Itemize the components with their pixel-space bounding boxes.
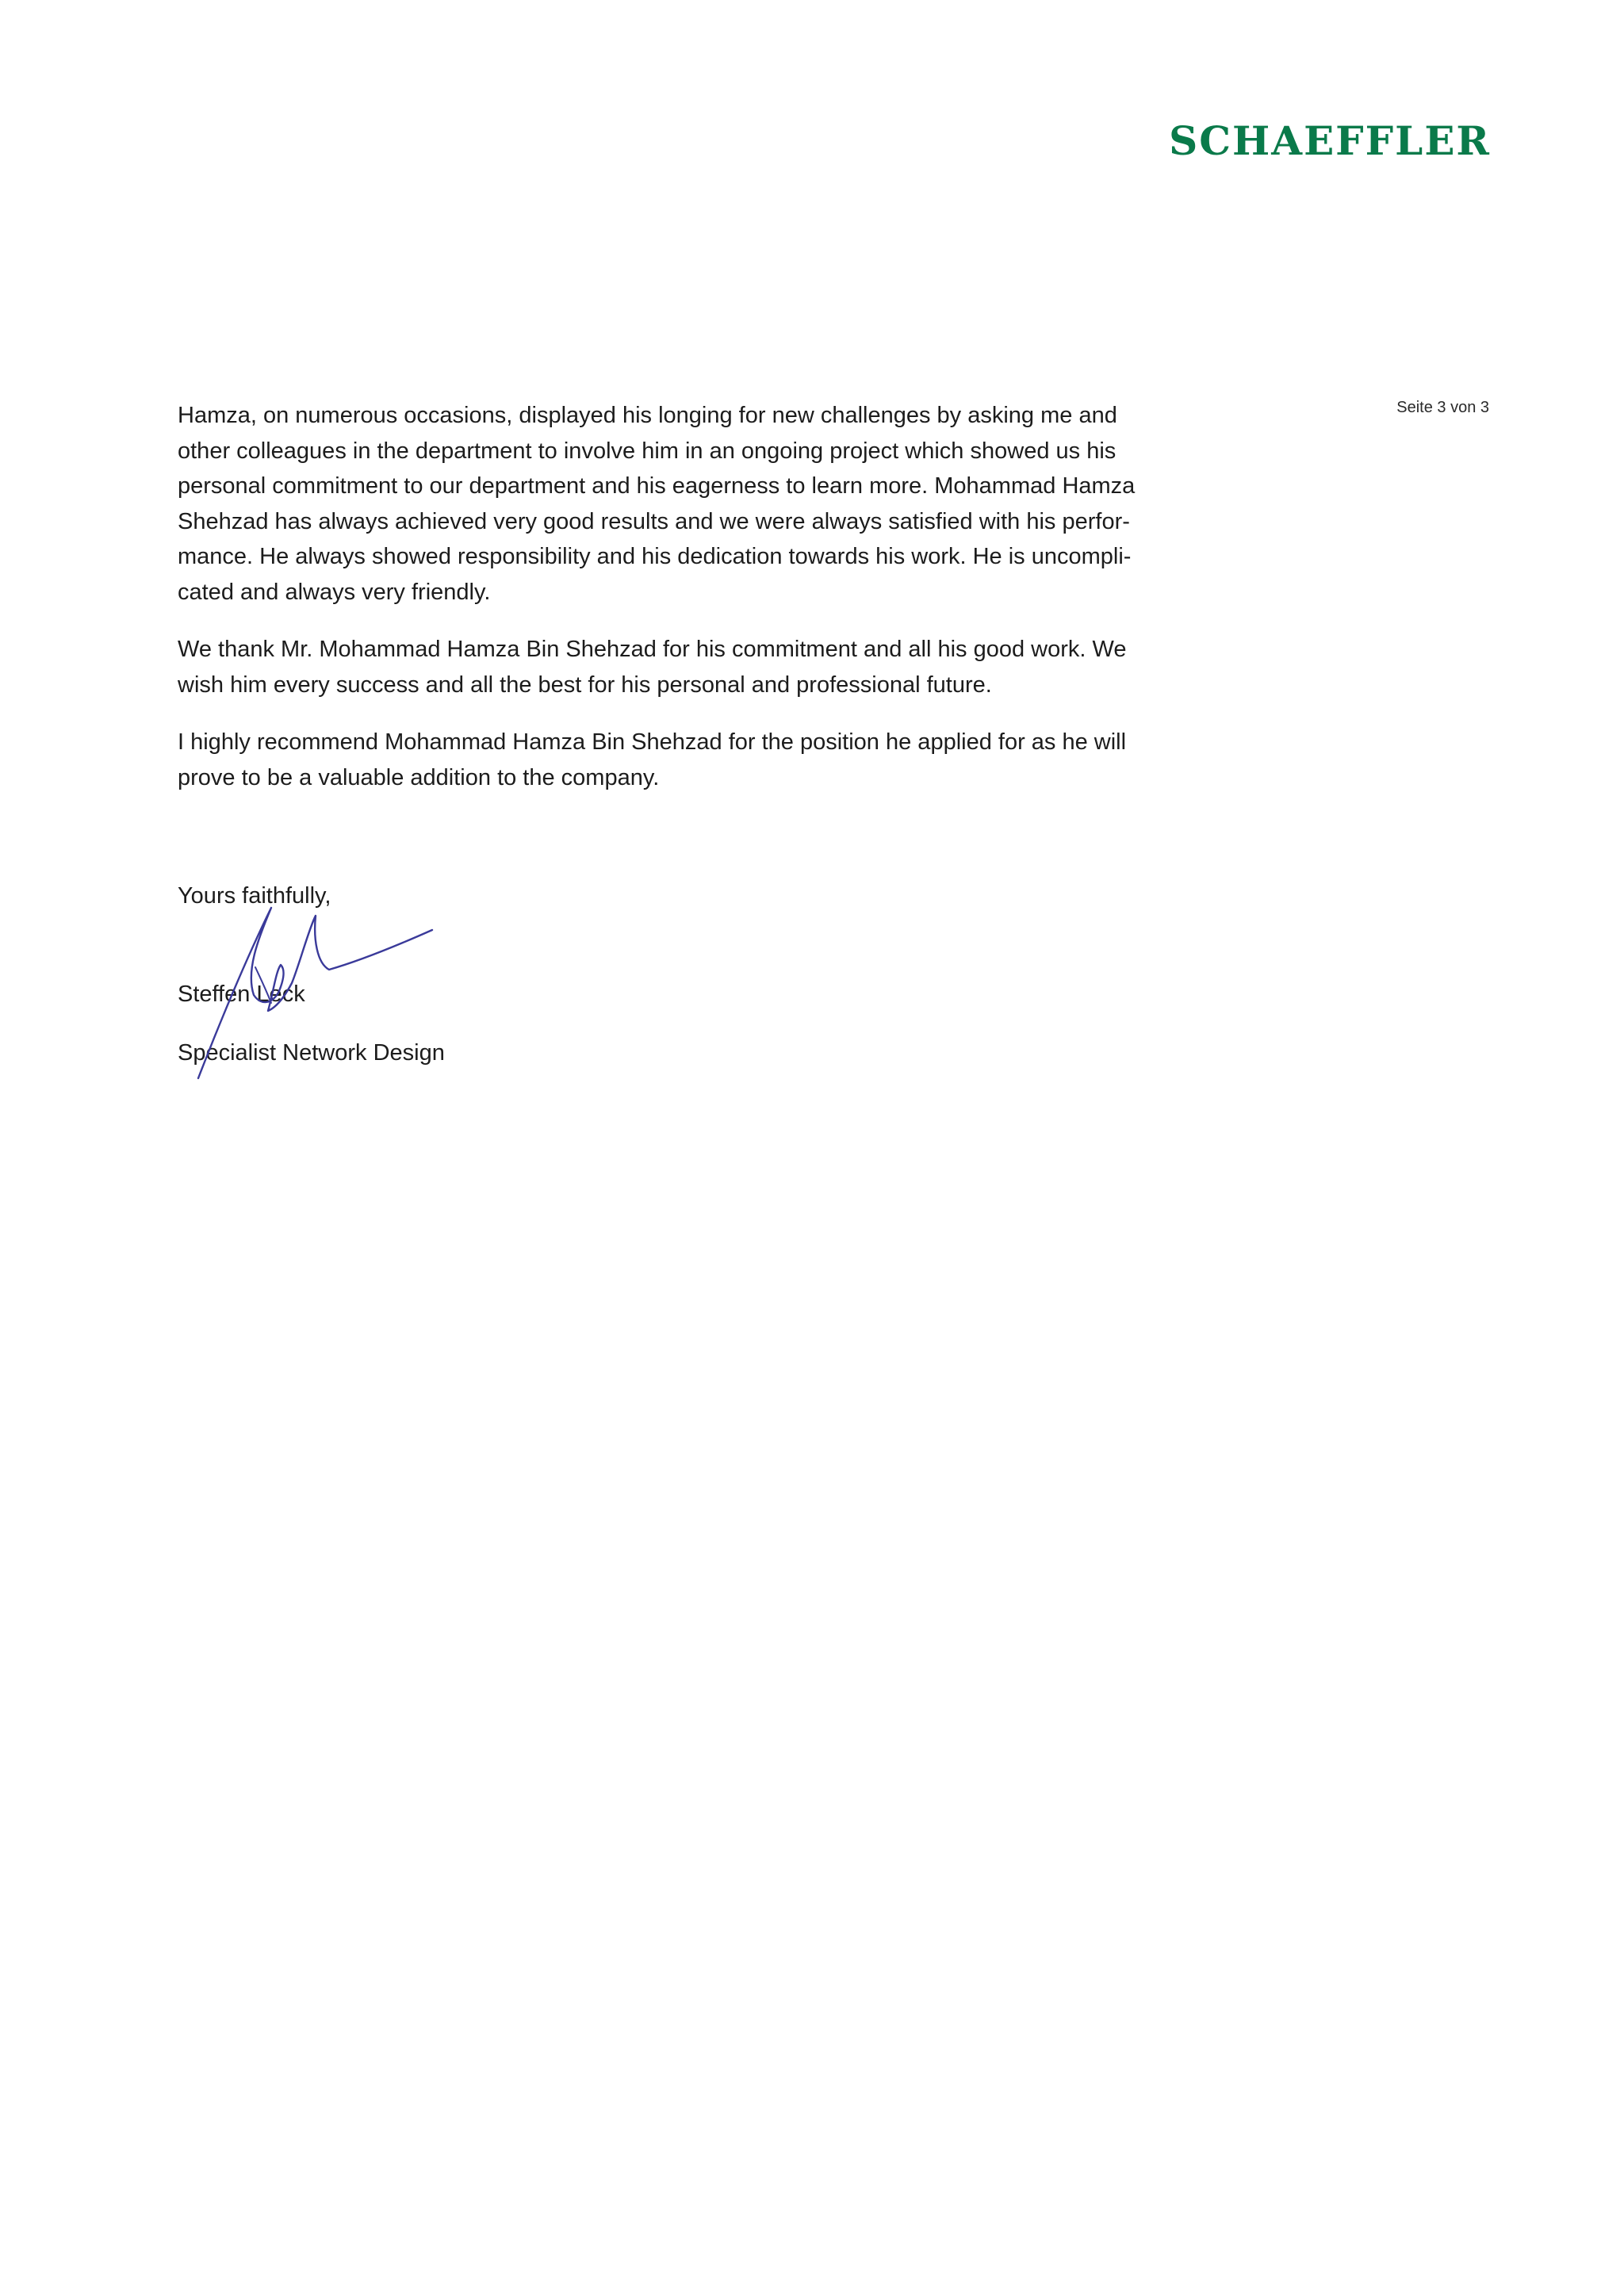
paragraph-commitment: [178, 398, 1201, 610]
paragraph-line: other colleagues in the department to involve him in an ongoing project which showed us his: [178, 438, 1116, 464]
paragraph-line: wish him every success and all the best for his personal and professional future.: [178, 672, 992, 698]
closing-salutation: Yours faithfully,: [178, 883, 331, 909]
paragraph-line: cated and always very friendly.: [178, 579, 491, 605]
page-indicator: Seite 3 von 3: [1396, 399, 1489, 416]
signer-name: Steffen Leck: [178, 982, 305, 1007]
paragraph-line: Shehzad has always achieved very good results and we were always satisfied with his perfor-: [178, 508, 1130, 534]
paragraph-line: mance. He always showed responsibility and his dedication towards his work. He is uncompli-: [178, 544, 1132, 569]
signer-title: Specialist Network Design: [178, 1040, 445, 1066]
paragraph-line: Hamza, on numerous occasions, displayed his longing for new challenges by asking me and: [178, 403, 1117, 428]
paragraph-thanks: [178, 632, 1201, 702]
paragraph-line: personal commitment to our department and his eagerness to learn more. Mohammad Hamza: [178, 473, 1136, 499]
schaeffler-logo: SCHAEFFLER: [1169, 117, 1491, 164]
paragraph-line: prove to be a valuable addition to the company.: [178, 764, 660, 790]
paragraph-line: I highly recommend Mohammad Hamza Bin Shehzad for the position he applied for as he will: [178, 729, 1127, 755]
paragraph-recommendation: [178, 725, 1201, 795]
letter-body: [178, 398, 1201, 817]
paragraph-line: We thank Mr. Mohammad Hamza Bin Shehzad for his commitment and all his good work. We: [178, 637, 1127, 662]
